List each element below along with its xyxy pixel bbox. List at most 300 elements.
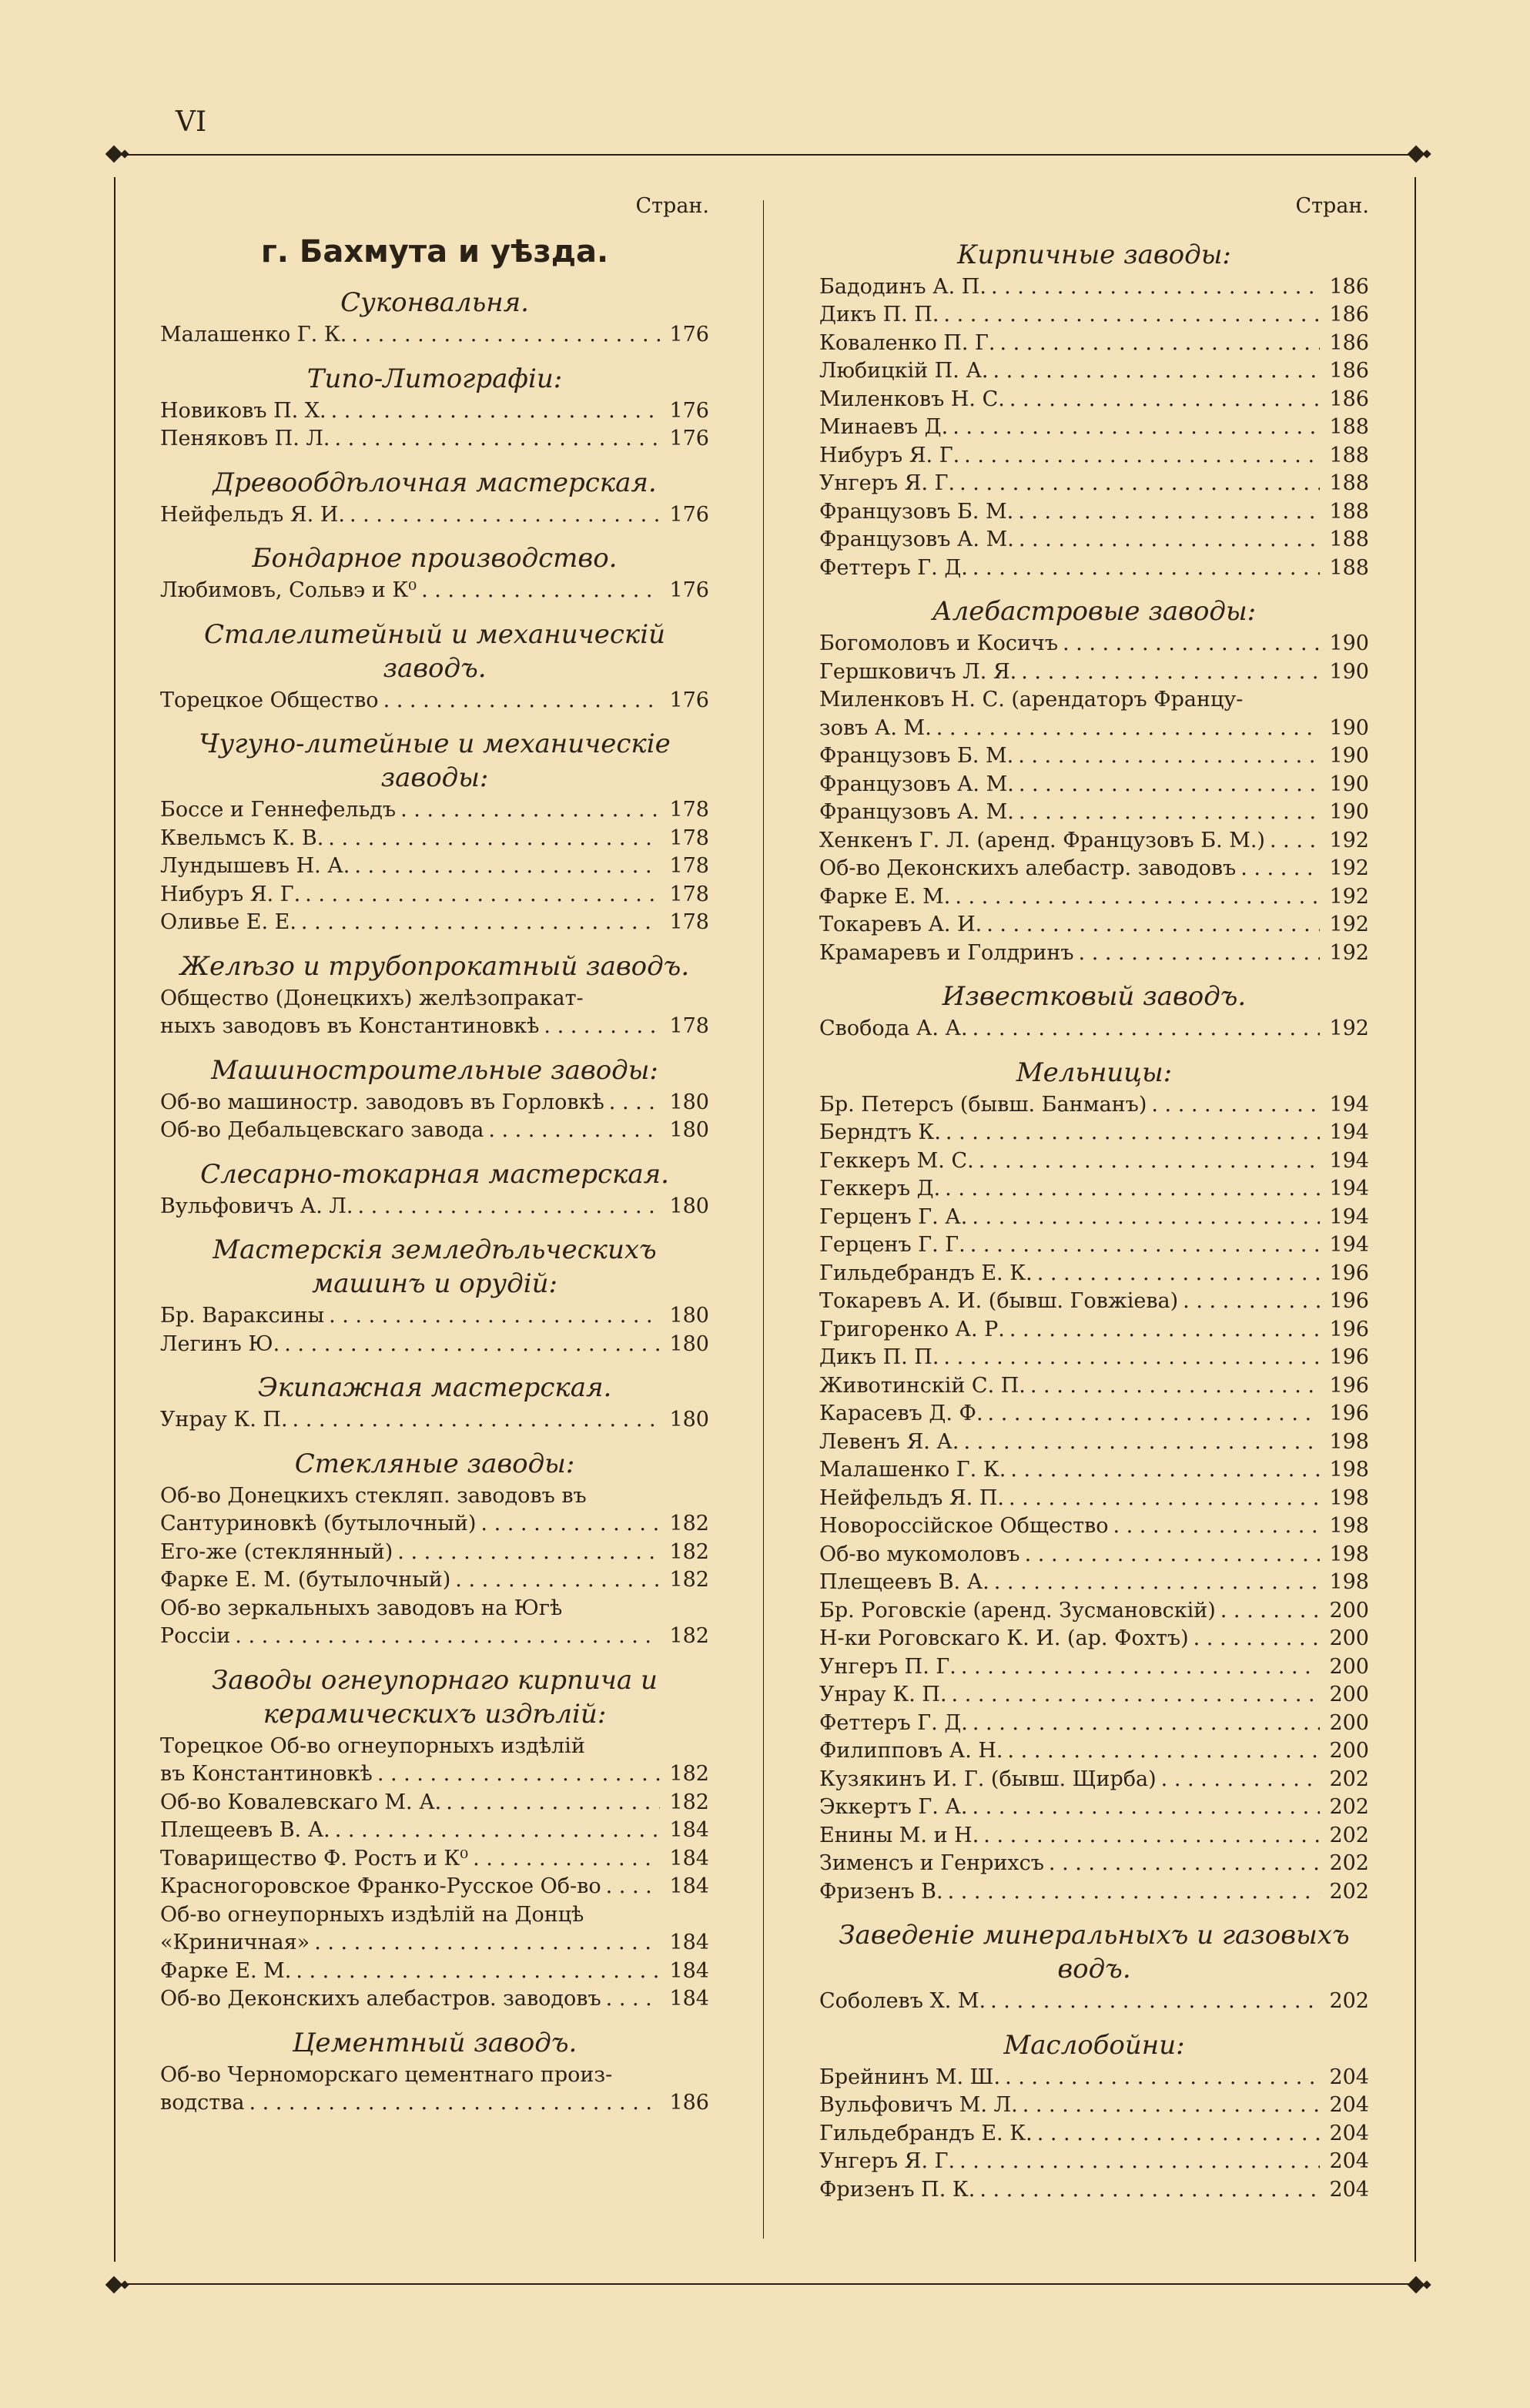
entry-name: Миленковъ Н. С. [819, 387, 1005, 411]
leader-dots [1005, 1316, 1320, 1345]
index-entry [819, 911, 1369, 939]
entry-page-number: 200 [1329, 1710, 1369, 1735]
index-entry [160, 1331, 709, 1359]
leader-dots [244, 2089, 660, 2118]
entry-page-number: 192 [1329, 913, 1369, 936]
entry-page-number: 194 [1329, 1204, 1369, 1229]
leader-dots [948, 414, 1320, 442]
entry-name: Геккеръ Д. [819, 1177, 941, 1201]
entry-name-line: Общество (Донецкихъ) желѣзопракат- [160, 986, 584, 1010]
entry-page-number: 192 [1329, 1016, 1369, 1040]
index-entry [160, 1566, 709, 1595]
entry-name: Об-во мукомоловъ [819, 1542, 1020, 1566]
leader-dots [989, 1569, 1320, 1597]
leader-dots [974, 1147, 1320, 1176]
index-entry [819, 1288, 1369, 1316]
leader-dots [300, 881, 660, 909]
index-entry [819, 658, 1369, 687]
entry-page-number: 194 [1329, 1120, 1369, 1144]
entry-page-number: 196 [1329, 1373, 1369, 1398]
index-entry [819, 526, 1369, 554]
entry-name: Фарке Е. М. [819, 884, 951, 909]
entry-page-number: 180 [669, 1331, 709, 1356]
index-entry [819, 883, 1369, 912]
index-entry [819, 357, 1369, 386]
leader-dots [988, 357, 1320, 386]
entry-page-number: 190 [1329, 659, 1369, 684]
entry-name: Об-во машиностр. заводовъ въ Горловкѣ [160, 1090, 604, 1114]
index-entry [160, 1510, 709, 1539]
entry-name: Н-ки Роговскаго К. И. (ар. Фохтъ) [819, 1626, 1189, 1650]
index-entry [819, 742, 1369, 771]
entry-name: Об-во Дебальцевскаго завода [160, 1118, 484, 1142]
entry-name: Зименсъ и Генрихсъ [819, 1851, 1044, 1875]
entry-name: водства [160, 2091, 245, 2115]
index-entry [819, 1737, 1369, 1766]
entry-page-number: 176 [669, 427, 709, 450]
section-title: Экипажная мастерская. [257, 1372, 612, 1403]
index-entry [819, 1091, 1369, 1120]
leader-dots [968, 1015, 1320, 1043]
index-entry [819, 498, 1369, 527]
index-entry [819, 1204, 1369, 1232]
index-entry [819, 715, 1369, 743]
entry-name: Любимовъ, Сольвэ и К⁰ [160, 578, 417, 602]
entry-name: Унгеръ Я. Г. [819, 2149, 956, 2173]
leader-dots [979, 1822, 1320, 1850]
section-title: Заведенiе минеральныхъ и газовыхъ водъ. [839, 1920, 1350, 1984]
entry-name: Бр. Вараксины [160, 1304, 325, 1328]
corner-ornament-icon [1399, 2268, 1433, 2302]
index-entry [819, 1653, 1369, 1682]
entry-page-number: 204 [1329, 2065, 1369, 2089]
leader-dots [967, 1204, 1320, 1232]
entry-name: Крамаревъ и Голдринъ [819, 940, 1074, 965]
entry-name: Гершковичъ Л. Я. [819, 659, 1017, 684]
leader-dots [310, 1929, 660, 1958]
index-entry [819, 1541, 1369, 1569]
entry-name: Григоренко А. Р. [819, 1317, 1005, 1341]
index-entry [160, 796, 709, 825]
entry-name: Эккертъ Г. А. [819, 1795, 968, 1819]
entry-name: Его-же (стеклянный) [160, 1539, 393, 1564]
index-entry [819, 2092, 1369, 2120]
leader-dots [1178, 1288, 1320, 1316]
leader-dots [604, 1089, 660, 1117]
index-entry [819, 1822, 1369, 1850]
leader-dots [350, 852, 660, 881]
frame-bottom-rule [114, 2283, 1416, 2285]
entry-name: Французовъ А. М. [819, 527, 1014, 551]
entry-name: Фарке Е. М. [160, 1958, 292, 1983]
entry-page-number: 178 [669, 1014, 709, 1038]
entry-page-number: 176 [669, 688, 709, 712]
index-entry [819, 855, 1369, 883]
leader-dots [1014, 799, 1320, 827]
index-entry [819, 386, 1369, 414]
entry-page-number: 182 [669, 1790, 709, 1814]
leader-dots [373, 1760, 660, 1789]
entry-name-line: Об-во огнеупорныхъ издѣлiй на Донцѣ [160, 1902, 584, 1927]
leader-dots [296, 909, 660, 937]
entry-name: Животинскiй С. П. [819, 1373, 1026, 1398]
frame-top-rule [114, 154, 1416, 156]
entry-name: Торецкое Общество [160, 688, 379, 712]
entry-page-number: 186 [1329, 330, 1369, 355]
section-title: Алебастровые заводы: [932, 596, 1257, 627]
section-title: Слесарно-токарная мастерская. [200, 1158, 669, 1190]
entry-name: Красногоровское Франко-Русское Об-во [160, 1874, 601, 1898]
entry-name: Герценъ Г. Г. [819, 1233, 966, 1257]
entry-page-number: 200 [1329, 1654, 1369, 1679]
section-title: Известковый заводъ. [942, 981, 1247, 1012]
right-column [819, 193, 1369, 2204]
entry-name: Дикъ П. П. [819, 303, 939, 327]
entry-page-number: 190 [1329, 631, 1369, 655]
leader-dots [939, 301, 1320, 330]
leader-dots [968, 554, 1320, 583]
index-entry [160, 1817, 709, 1845]
leader-dots [393, 1539, 660, 1567]
entry-page-number: 184 [669, 1846, 709, 1870]
entry-name: Малашенко Г. К. [819, 1458, 1006, 1482]
column-header: Стран. [635, 194, 709, 218]
entry-name: Токаревъ А. И. (бывш. Говжiева) [819, 1289, 1179, 1313]
leader-dots [1033, 2120, 1320, 2148]
entry-name: Россiи [160, 1624, 231, 1648]
index-entry [160, 909, 709, 937]
section-title: Чугуно-литейные и механическiе заводы: [199, 728, 671, 793]
section-title: Типо-Литографiи: [306, 363, 563, 394]
leader-dots [941, 1119, 1320, 1147]
entry-page-number: 198 [1329, 1429, 1369, 1454]
entry-page-number: 178 [669, 882, 709, 906]
entry-name: Вульфовичъ М. Л. [819, 2093, 1018, 2117]
index-entry [160, 881, 709, 909]
frame-right-rule [1414, 177, 1416, 2262]
index-entry [819, 2176, 1369, 2205]
entry-page-number: 188 [1329, 443, 1369, 467]
entry-page-number: 176 [669, 578, 709, 602]
entry-page-number: 182 [669, 1539, 709, 1564]
leader-dots [1026, 1372, 1320, 1401]
entry-name: Соболевъ Х. М. [819, 1989, 986, 2013]
entry-page-number: 194 [1329, 1177, 1369, 1201]
index-entry [160, 852, 709, 881]
entry-name: Французовъ Б. М. [819, 499, 1014, 524]
leader-dots [396, 796, 660, 825]
index-entry [819, 330, 1369, 358]
entry-name: Герценъ Г. А. [819, 1204, 968, 1229]
leader-dots [947, 1681, 1320, 1710]
leader-dots [986, 273, 1320, 302]
index-entry [160, 397, 709, 426]
leader-dots [950, 883, 1320, 912]
section-title: Желѣзо и трубопрокатный заводъ. [179, 950, 690, 982]
entry-name: Квельмсъ К. В. [160, 826, 324, 850]
index-entry [160, 1929, 709, 1958]
leader-dots [1013, 498, 1320, 527]
index-entry [819, 1316, 1369, 1345]
entry-name-line: Миленковъ Н. С. (арендаторъ Францу- [819, 688, 1244, 712]
entry-page-number: 188 [1329, 527, 1369, 551]
leader-dots [1014, 771, 1320, 799]
entry-name: «Криничная» [160, 1931, 310, 1954]
leader-dots [353, 1193, 660, 1221]
index-entry [160, 1985, 709, 2014]
index-entry [819, 1850, 1369, 1878]
index-entry [160, 1193, 709, 1221]
entry-name: Феттеръ Г. Д. [819, 1710, 968, 1735]
entry-name: Вульфовичъ А. Л. [160, 1194, 353, 1218]
leader-dots [441, 1789, 660, 1817]
entry-page-number: 178 [669, 798, 709, 822]
leader-dots [955, 470, 1320, 498]
index-entry [160, 1873, 709, 1901]
entry-page-number: 198 [1329, 1485, 1369, 1510]
leader-dots [484, 1117, 660, 1145]
leader-dots [291, 1958, 660, 1986]
leader-dots [1265, 827, 1320, 856]
index-entry [819, 2064, 1369, 2092]
index-entry [819, 1512, 1369, 1541]
entry-page-number: 186 [1329, 274, 1369, 299]
entry-name: Боссе и Геннефельдъ [160, 798, 397, 822]
leader-dots [601, 1985, 660, 2014]
entry-name: Енины М. и Н. [819, 1823, 979, 1847]
entry-name-line: Об-во зеркальныхъ заводовъ на Югѣ [160, 1596, 563, 1620]
entry-page-number: 176 [669, 502, 709, 527]
entry-name: ныхъ заводовъ въ Константиновкѣ [160, 1014, 540, 1038]
entry-name: Плещеевъ В. А. [819, 1570, 989, 1594]
entry-name: Любицкiй П. А. [819, 359, 989, 383]
index-entry [160, 1089, 709, 1117]
entry-page-number: 176 [669, 398, 709, 423]
entry-page-number: 178 [669, 910, 709, 934]
entry-page-number: 202 [1329, 1879, 1369, 1904]
entry-page-number: 202 [1329, 1767, 1369, 1791]
entry-page-number: 204 [1329, 2177, 1369, 2202]
index-entry [819, 1015, 1369, 1043]
entry-page-number: 180 [669, 1090, 709, 1114]
entry-page-number: 190 [1329, 772, 1369, 796]
entry-name: Коваленко П. Г. [819, 330, 996, 355]
district-title: г. Бахмута и уѣзда. [260, 233, 609, 270]
entry-page-number: 204 [1329, 2093, 1369, 2117]
leader-dots [450, 1566, 660, 1595]
entry-page-number: 200 [1329, 1598, 1369, 1623]
entry-name: Бр. Роговскiе (аренд. Зусмановскiй) [819, 1598, 1216, 1623]
index-entry [160, 825, 709, 853]
entry-page-number: 186 [1329, 387, 1369, 411]
entry-page-number: 192 [1329, 884, 1369, 909]
index-entry [160, 321, 709, 350]
index-entry [819, 414, 1369, 442]
column-header: Стран. [1295, 194, 1369, 218]
entry-page-number: 198 [1329, 1514, 1369, 1538]
entry-name: зовъ А. М. [819, 715, 932, 740]
entry-page-number: 190 [1329, 800, 1369, 824]
leader-dots [1020, 1541, 1320, 1569]
entry-page-number: 204 [1329, 2149, 1369, 2173]
index-entry [819, 301, 1369, 330]
entry-page-number: 196 [1329, 1261, 1369, 1285]
entry-name: Филипповъ А. Н. [819, 1739, 1003, 1763]
left-sections [160, 286, 709, 2118]
entry-name: Новиковъ П. Х. [160, 398, 326, 423]
index-entry [160, 1013, 709, 1041]
entry-name: Гильдебрандъ Е. К. [819, 2121, 1033, 2145]
entry-page-number: 180 [669, 1118, 709, 1142]
index-entry [819, 1597, 1369, 1626]
index-entry [819, 1147, 1369, 1176]
entry-page-number: 186 [1329, 303, 1369, 327]
index-entry [819, 1878, 1369, 1907]
entry-name: Карасевъ Д. Ф. [819, 1402, 983, 1425]
entry-page-number: 180 [669, 1304, 709, 1328]
entry-page-number: 200 [1329, 1683, 1369, 1706]
entry-page-number: 184 [669, 1958, 709, 1983]
entry-name: Об-во Ковалевскаго М. А. [160, 1790, 442, 1814]
index-entry [819, 1569, 1369, 1597]
section-title: Стекляные заводы: [294, 1448, 575, 1479]
index-entry [819, 1793, 1369, 1822]
index-entry [819, 1710, 1369, 1738]
entry-name: Брейнинъ М. Ш. [819, 2065, 1001, 2089]
index-entry [819, 1344, 1369, 1372]
leader-dots [959, 442, 1320, 471]
leader-dots [956, 1653, 1320, 1682]
leader-dots [345, 501, 660, 530]
leader-dots [324, 1302, 660, 1331]
index-entry [819, 1485, 1369, 1513]
section-title: Сталелитейный и механическiй заводъ. [203, 618, 666, 684]
entry-name: Нейфельдъ Я. И. [160, 502, 345, 527]
leader-dots [323, 825, 660, 853]
entry-page-number: 188 [1329, 415, 1369, 439]
entry-page-number: 196 [1329, 1289, 1369, 1313]
index-entry [819, 442, 1369, 471]
leader-dots [1189, 1625, 1320, 1653]
index-entry [160, 1958, 709, 1986]
entry-page-number: 188 [1329, 471, 1369, 495]
index-entry [160, 1845, 709, 1874]
entry-name: Легинъ Ю. [160, 1331, 280, 1356]
leader-dots [1005, 386, 1320, 414]
entry-page-number: 202 [1329, 1823, 1369, 1847]
index-entry [819, 799, 1369, 827]
entry-name: Плещеевъ В. А. [160, 1818, 330, 1842]
entry-name: Фризенъ В. [819, 1879, 943, 1904]
entry-page-number: 198 [1329, 1542, 1369, 1566]
section-title: Мельницы: [1016, 1057, 1173, 1088]
index-entry [819, 630, 1369, 658]
entry-page-number: 204 [1329, 2121, 1369, 2145]
corner-ornament-icon [97, 137, 131, 171]
entry-name: въ Константиновкѣ [160, 1762, 373, 1786]
index-entry [819, 1428, 1369, 1457]
section-title: Цементный заводъ. [292, 2027, 578, 2058]
index-entry [819, 1681, 1369, 1710]
entry-page-number: 202 [1329, 1989, 1369, 2013]
entry-page-number: 186 [1329, 359, 1369, 383]
entry-page-number: 192 [1329, 856, 1369, 880]
entry-name: Богомоловъ и Косичъ [819, 631, 1058, 655]
entry-name-line: Об-во Донецкихъ стекляп. заводовъ въ [160, 1483, 587, 1508]
index-entry [160, 1539, 709, 1567]
leader-dots [986, 1988, 1320, 2016]
entry-name: Унрау К. П. [819, 1683, 947, 1706]
section-title: Мастерскiя земледѣльческихъ машинъ и орудiй: [213, 1234, 657, 1299]
corner-ornament-icon [97, 2268, 131, 2302]
entry-page-number: 184 [669, 1874, 709, 1898]
leader-dots [1018, 2092, 1320, 2120]
leader-dots [1216, 1597, 1320, 1626]
leader-dots [983, 1400, 1320, 1428]
leader-dots [330, 1817, 660, 1845]
entry-page-number: 182 [669, 1568, 709, 1592]
entry-name-line: Об-во Черноморскаго цементнаго произ- [160, 2062, 613, 2087]
entry-name-line: Торецкое Об-во огнеупорныхъ издѣлiй [160, 1733, 585, 1758]
entry-page-number: 196 [1329, 1317, 1369, 1341]
index-entry [819, 2120, 1369, 2148]
leader-dots [326, 397, 660, 426]
leader-dots [1236, 855, 1320, 883]
index-entry [819, 554, 1369, 583]
entry-page-number: 176 [669, 323, 709, 347]
entry-name: Фарке Е. М. (бутылочный) [160, 1568, 451, 1592]
entry-name: Хенкенъ Г. Л. (аренд. Французовъ Б. М.) [819, 828, 1265, 852]
entry-page-number: 182 [669, 1512, 709, 1536]
leader-dots [1014, 526, 1320, 554]
entry-name: Товарищество Ф. Ростъ и К⁰ [160, 1846, 469, 1870]
leader-dots [968, 1710, 1320, 1738]
section-title: Кирпичные заводы: [957, 239, 1231, 270]
leader-dots [943, 1878, 1320, 1907]
entry-page-number: 178 [669, 826, 709, 850]
entry-page-number: 200 [1329, 1739, 1369, 1763]
index-entry [819, 771, 1369, 799]
leader-dots [959, 1428, 1320, 1457]
index-entry [160, 1406, 709, 1435]
leader-dots [1044, 1850, 1320, 1878]
leader-dots [539, 1013, 660, 1041]
section-title: Маслобойни: [1003, 2029, 1185, 2061]
leader-dots [1108, 1512, 1320, 1541]
page-number: VI [176, 106, 207, 138]
index-entry [160, 2089, 709, 2118]
entry-page-number: 182 [669, 1762, 709, 1786]
entry-page-number: 188 [1329, 555, 1369, 580]
entry-page-number: 182 [669, 1624, 709, 1648]
entry-name: Французовъ Б. М. [819, 744, 1014, 768]
entry-name: Унрау К. П. [160, 1408, 288, 1432]
index-entry [819, 1231, 1369, 1260]
leader-dots [966, 1231, 1320, 1260]
index-entry [160, 687, 709, 715]
entry-name: Нейфельдъ Я. П. [819, 1485, 1004, 1510]
entry-name: Гильдебрандъ Е. К. [819, 1261, 1033, 1285]
entry-page-number: 196 [1329, 1345, 1369, 1369]
leader-dots [417, 577, 660, 605]
entry-page-number: 192 [1329, 940, 1369, 965]
entry-page-number: 188 [1329, 499, 1369, 524]
entry-name: Унгеръ П. Г. [819, 1654, 956, 1679]
leader-dots [1013, 742, 1320, 771]
leader-dots [1006, 1456, 1320, 1485]
leader-dots [982, 911, 1320, 939]
entry-page-number: 202 [1329, 1851, 1369, 1875]
